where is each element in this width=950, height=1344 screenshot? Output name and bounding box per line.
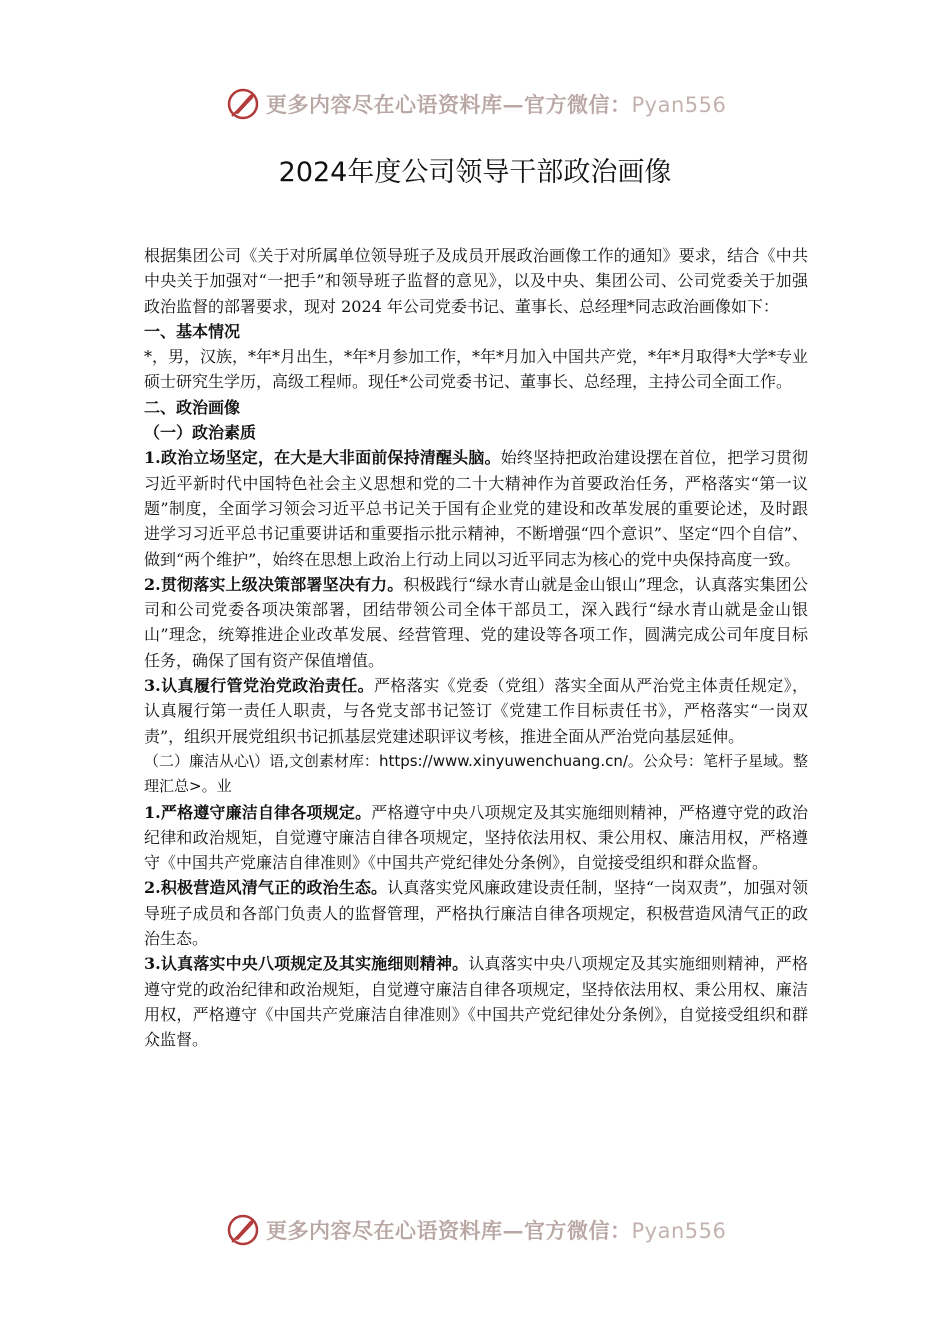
sub1-heading: （一）政治素质 bbox=[144, 423, 257, 443]
footer-watermark-banner bbox=[226, 1210, 746, 1250]
sub1-item-2: 2.贯彻落实上级决策部署坚决有力。积极践行“绿水青山就是金山银山”理念，认真落实集团公司和公司党委各项决策部署，团结带领公司全体干部员工，深入践行“绿水青山就是金山银山”理念，统筹推进企业改革发展、经营管理、党的建设等各项工作，圆满完成公司年度目标任务，确保了国有资产保值增值。 bbox=[144, 574, 808, 670]
sub2-item-3: 3.认真落实中央八项规定及其实施细则精神。认真落实中央八项规定及其实施细则精神，严格遵守党的政治纪律和政治规矩，自觉遵守廉洁自律各项规定，坚持依法用权、秉公用权、廉洁用权，严格遵守《中国共产党廉洁自律准则》《中国共产党纪律处分条例》，自觉接受组织和群众监督。 bbox=[144, 954, 808, 1050]
banner-text: 更多内容尽在心语资料库—官方微信：Pyan556 bbox=[266, 1218, 727, 1243]
quill-logo-icon bbox=[226, 87, 260, 121]
section1-body: *，男，汉族，*年*月出生，*年*月参加工作，*年*月加入中国共产党，*年*月取得*大学*专业硕士研究生学历，高级工程师。现任*公司党委书记、董事长、总经理，主持公司全面工作。 bbox=[144, 347, 809, 392]
banner-text: 更多内容尽在心语资料库—官方微信：Pyan556 bbox=[266, 92, 727, 117]
page-title: 2024年度公司领导干部政治画像 bbox=[278, 157, 672, 188]
quill-logo-icon bbox=[226, 1213, 260, 1247]
section1-heading: 一、基本情况 bbox=[144, 321, 241, 341]
sub2-item-1: 1.严格遵守廉洁自律各项规定。严格遵守中央八项规定及其实施细则精神，严格遵守党的政治纪律和政治规矩，自觉遵守廉洁自律各项规定，坚持依法用权、秉公用权、廉洁用权，严格遵守《中国共产党廉洁自律准则》《中国共产党纪律处分条例》，自觉接受组织和群众监督。 bbox=[144, 802, 808, 873]
intro-paragraph: 根据集团公司《关于对所属单位领导班子及成员开展政治画像工作的通知》要求，结合《中共中央关于加强对“一把手”和领导班子监督的意见》，以及中央、集团公司、公司党委关于加强政治监督的部署要求，现对 2024 年公司党委书记、董事长、总经理*同志政治画像如下： bbox=[144, 246, 808, 316]
sub1-item-1: 1.政治立场坚定，在大是大非面前保持清醒头脑。始终坚持把政治建设摆在首位，把学习贯彻习近平新时代中国特色社会主义思想和党的二十大精神作为首要政治任务，严格落实“第一议题”制度，全面学习领会习近平总书记关于国有企业党的建设和改革发展的重要论述，及时跟进学习习近平总书记重要讲话和重要指示批示精神，不断增强“四个意识”、坚定“四个自信”、做到“两个维护”，始终在思想上政治上行动上同以习近平同志为核心的党中央保持高度一致。 bbox=[144, 448, 808, 569]
document-body bbox=[144, 243, 808, 1053]
sub2-heading: （二）廉洁从心\）语,文创素材库：https://www.xinyuwenchuang.cn/。公众号：笔杆子星域。整理汇总>。业 bbox=[144, 751, 808, 796]
sub2-item-2: 2.积极营造风清气正的政治生态。认真落实党风廉政建设责任制，坚持“一岗双责”，加强对领导班子成员和各部门负责人的监督管理，严格执行廉洁自律各项规定，积极营造风清气正的政治生态。 bbox=[144, 878, 808, 949]
section2-heading: 二、政治画像 bbox=[144, 397, 241, 417]
header-watermark-banner bbox=[226, 84, 746, 124]
sub1-item-3: 3.认真履行管党治党政治责任。严格落实《党委（党组）落实全面从严治党主体责任规定》，认真履行第一责任人职责，与各党支部书记签订《党建工作目标责任书》，严格落实“一岗双责”，组织开展党组织书记抓基层党建述职评议考核，推进全面从严治党向基层延伸。 bbox=[144, 676, 808, 746]
